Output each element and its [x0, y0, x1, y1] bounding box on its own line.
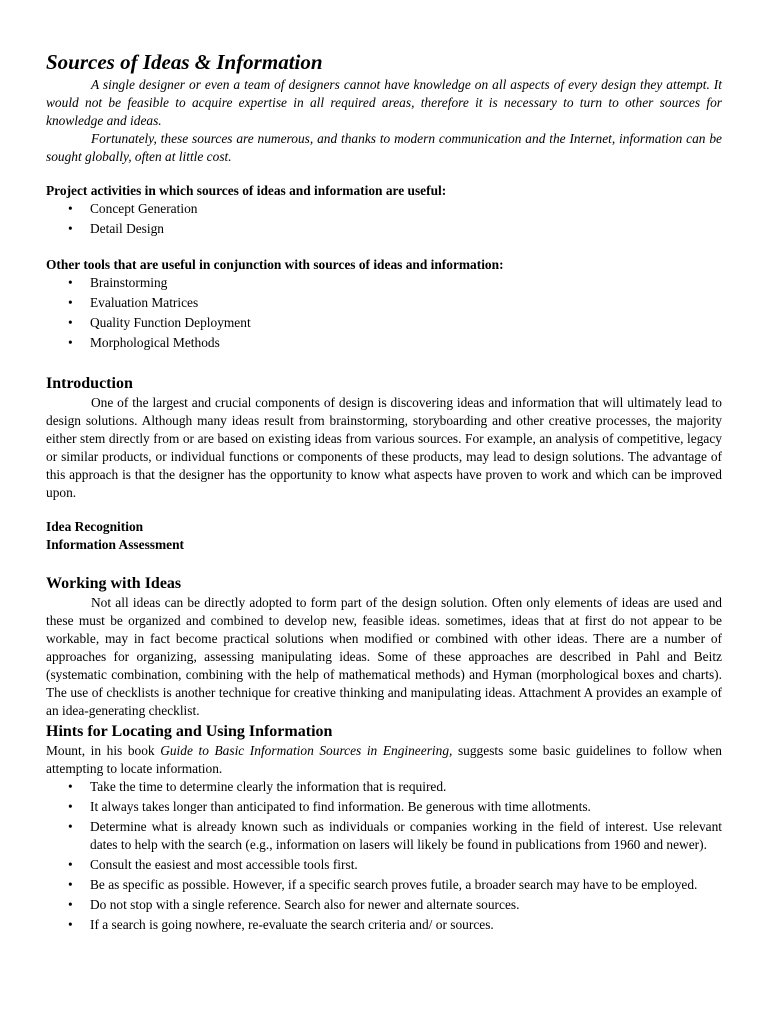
hints-heading: Hints for Locating and Using Information	[46, 723, 333, 740]
hints-intro	[46, 742, 722, 778]
introduction-body: One of the largest and crucial components of design is discovering ideas and information that will ultimately lead to design solutions. Although many ideas result from brainstorming, storyboarding and other creative processes, the majority either stem directly from or are based on existing ideas from various sources. For example, an analysis of competitive, legacy or similar products, or individual functions or components of these products, may lead to design solutions. The advantage of this approach is that the designer has the opportunity to know what aspects have proven to work and which can be improved upon.	[46, 395, 722, 500]
hints-intro-text-end: suggests some basic guidelines to follow when attempting to locate information.	[46, 743, 722, 776]
working-body: Not all ideas can be directly adopted to form part of the design solution. Often only elements of ideas are used and these must be organized and combined to develop new, feasible ideas. sometimes, ideas that at first do not appear to be workable, may in fact become practical solutions when modified or combined with other ideas. There are a number of approaches for organizing, assessing manipulating ideas. Some of these approaches are described in Pahl and Beitz (systematic combination, combining with the help of mathematical methods) and Hyman (morphological boxes and charts). The use of checklists is another technique for creative thinking and manipulating ideas. Attachment A provides an example of an idea-generating checklist.	[46, 595, 722, 718]
list-item: • It always takes longer than anticipated to find information. Be generous with time allotments.	[90, 798, 722, 816]
book-title: Guide to Basic Information Sources in Engineering,	[160, 743, 453, 758]
introduction-heading: Introduction	[46, 375, 133, 392]
subhead-information-assessment: Information Assessment	[46, 537, 184, 552]
working-heading: Working with Ideas	[46, 575, 182, 592]
activities-heading: Project activities in which sources of ideas and information are useful:	[46, 183, 447, 198]
intro-paragraph-2: Fortunately, these sources are numerous, and thanks to modern communication and the Internet, information can be sought globally, often at little cost.	[46, 131, 722, 164]
list-item: • Morphological Methods	[90, 334, 722, 352]
activities-list	[46, 200, 722, 238]
tools-list	[46, 274, 722, 352]
list-item: • Concept Generation	[90, 200, 722, 218]
intro-paragraph-1: A single designer or even a team of designers cannot have knowledge on all aspects of every design they attempt. It would not be feasible to acquire expertise in all required areas, therefore it is necessary to turn to other sources for knowledge and ideas.	[46, 77, 722, 128]
page-title: Sources of Ideas & Information	[46, 50, 323, 74]
list-item: • Consult the easiest and most accessible tools first.	[90, 856, 722, 874]
list-item: • If a search is going nowhere, re-evaluate the search criteria and/ or sources.	[90, 916, 722, 934]
list-item: • Do not stop with a single reference. Search also for newer and alternate sources.	[90, 896, 722, 914]
list-item: • Brainstorming	[90, 274, 722, 292]
tools-heading: Other tools that are useful in conjunction with sources of ideas and information:	[46, 257, 504, 272]
hints-list	[46, 778, 722, 934]
list-item: • Take the time to determine clearly the information that is required.	[90, 778, 722, 796]
list-item: • Evaluation Matrices	[90, 294, 722, 312]
list-item: • Be as specific as possible. However, if a specific search proves futile, a broader search may have to be employed.	[90, 876, 722, 894]
list-item: • Quality Function Deployment	[90, 314, 722, 332]
subhead-idea-recognition: Idea Recognition	[46, 519, 144, 534]
hints-intro-text: Mount, in his book	[46, 743, 161, 758]
list-item: • Determine what is already known such as individuals or companies working in the field of interest. Use relevant dates to help with the search (e.g., information on lasers will likely be found in publications from 1960 and newer).	[90, 818, 722, 854]
list-item: • Detail Design	[90, 220, 722, 238]
